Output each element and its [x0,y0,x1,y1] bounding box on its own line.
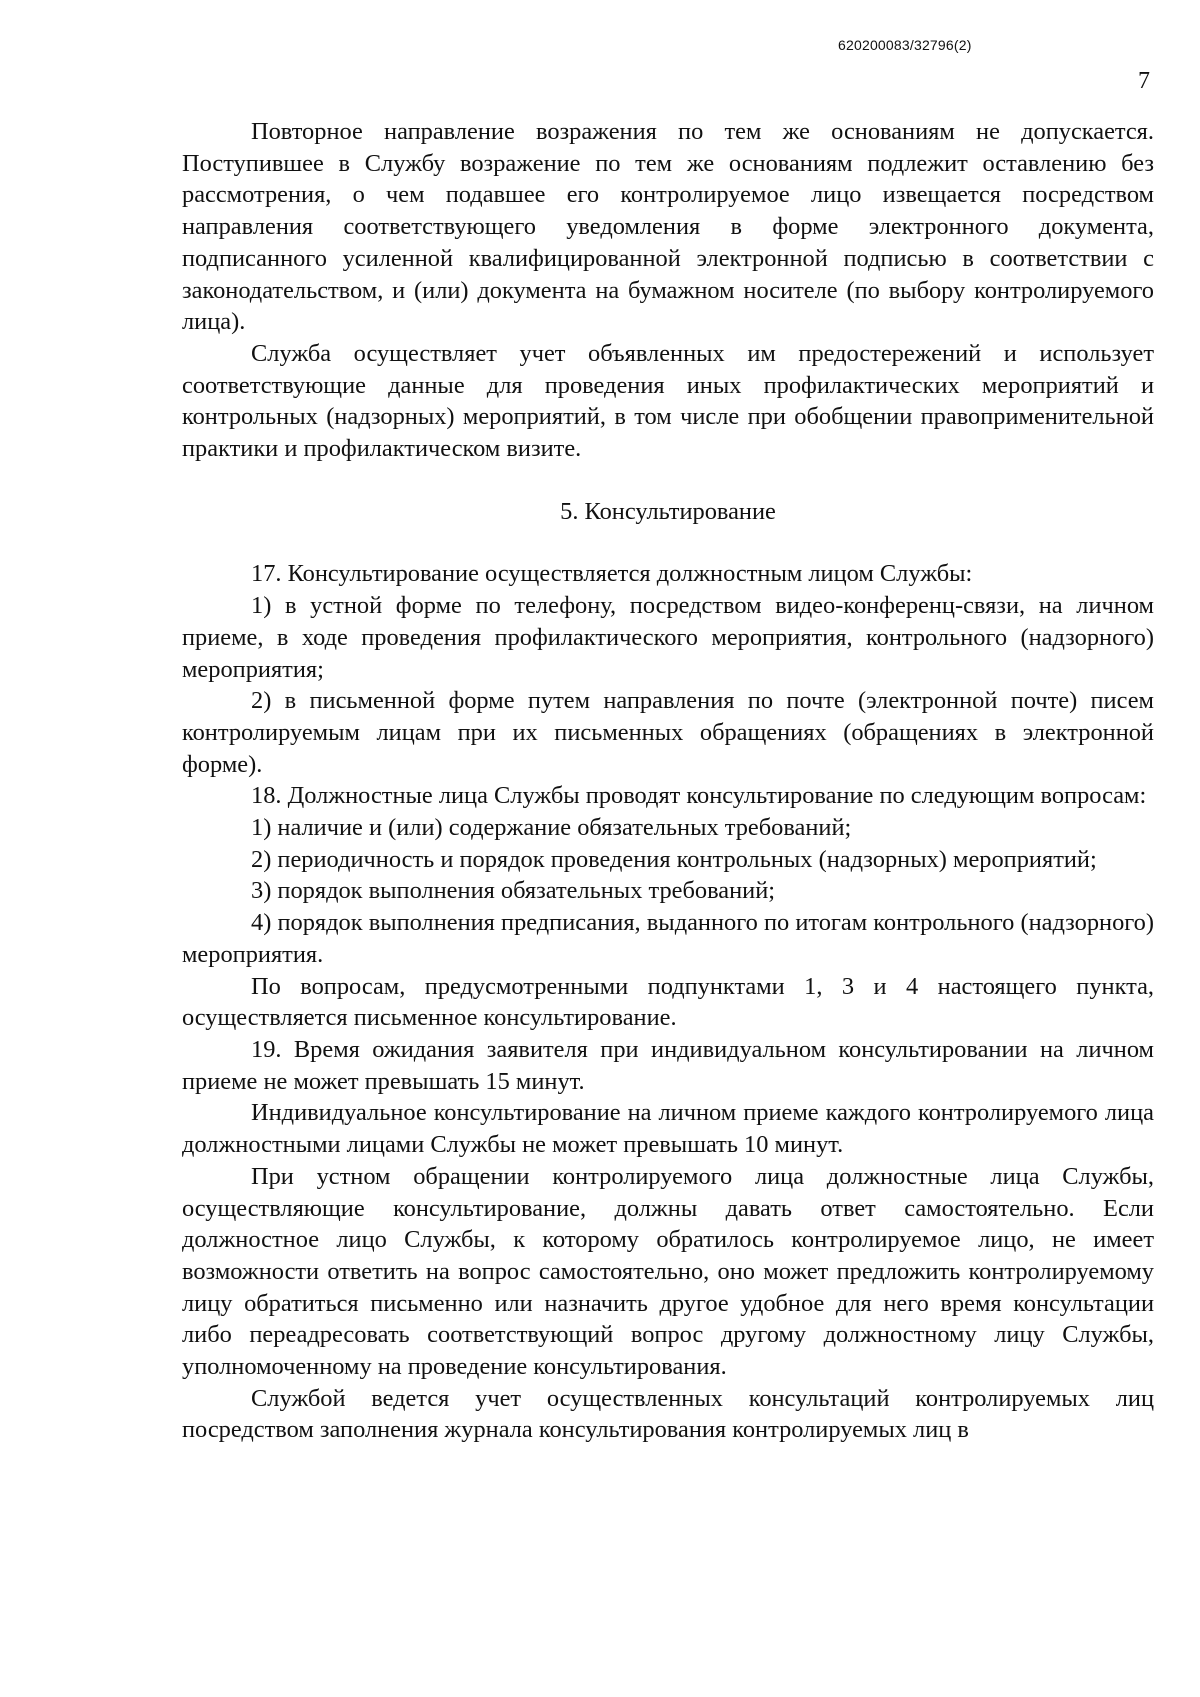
section-heading-consulting: 5. Консультирование [560,497,776,525]
paragraph-19-oral-request: При устном обращении контролируемого лица должностные лица Службы, осуществляющие консультирование, должны давать ответ самостоятельно. Если должностное лицо Службы, к которому обратилось контролируемое лицо, не имеет возможности ответить на вопрос самостоятельно, оно может предложить контролируемому лицу обратиться письменно или назначить другое удобное для него время консультации либо переадресовать соответствующий вопрос другому должностному лицу Службы, уполномоченному на проведение консультирования. [182,1162,1154,1381]
document-body [182,116,1154,1446]
paragraph-warnings-accounting: Служба осуществляет учет объявленных им предостережений и использует соответствующие данные для проведения иных профилактических мероприятий и контрольных (надзорных) мероприятий, в том числе при обобщении правоприменительной практики и профилактическом визите. [182,339,1154,463]
paragraph-18: 18. Должностные лица Службы проводят консультирование по следующим вопросам: [251,782,1147,810]
paragraph-objection-repeat: Повторное направление возражения по тем же основаниям не допускается. Поступившее в Службу возражение по тем же основаниям подлежит оставлению без рассмотрения, о чем подавшее его контролируемое лицо извещается посредством направления соответствующего уведомления в форме электронного документа, подписанного усиленной квалифицированной электронной подписью в соответствии с законодательством, и (или) документа на бумажном носителе (по выбору контролируемого лица). [182,118,1154,336]
paragraph-19-journal: Службой ведется учет осуществленных консультаций контролируемых лиц посредством заполнения журнала консультирования контролируемых лиц в [182,1384,1154,1444]
document-id: 620200083/32796(2) [838,37,972,53]
paragraph-18-item-1: 1) наличие и (или) содержание обязательных требований; [251,814,852,842]
paragraph-17: 17. Консультирование осуществляется должностным лицом Службы: [251,560,973,588]
page-number: 7 [1138,68,1150,94]
paragraph-19: 19. Время ожидания заявителя при индивидуальном консультировании на личном приеме не может превышать 15 минут. [182,1035,1154,1095]
paragraph-18-item-3: 3) порядок выполнения обязательных требований; [251,877,776,905]
paragraph-18-item-2: 2) периодичность и порядок проведения контрольных (надзорных) мероприятий; [251,845,1097,873]
paragraph-18-note: По вопросам, предусмотренными подпунктами 1, 3 и 4 настоящего пункта, осуществляется письменное консультирование. [182,972,1154,1032]
paragraph-17-item-1: 1) в устной форме по телефону, посредством видео-конференц-связи, на личном приеме, в ходе проведения профилактического мероприятия, контрольного (надзорного) мероприятия; [182,592,1154,683]
paragraph-17-item-2: 2) в письменной форме путем направления по почте (электронной почте) писем контролируемым лицам при их письменных обращениях (обращениях в электронной форме). [182,687,1154,778]
paragraph-18-item-4: 4) порядок выполнения предписания, выданного по итогам контрольного (надзорного) мероприятия. [182,909,1154,968]
paragraph-19-individual: Индивидуальное консультирование на личном приеме каждого контролируемого лица должностными лицами Службы не может превышать 10 минут. [182,1099,1154,1159]
